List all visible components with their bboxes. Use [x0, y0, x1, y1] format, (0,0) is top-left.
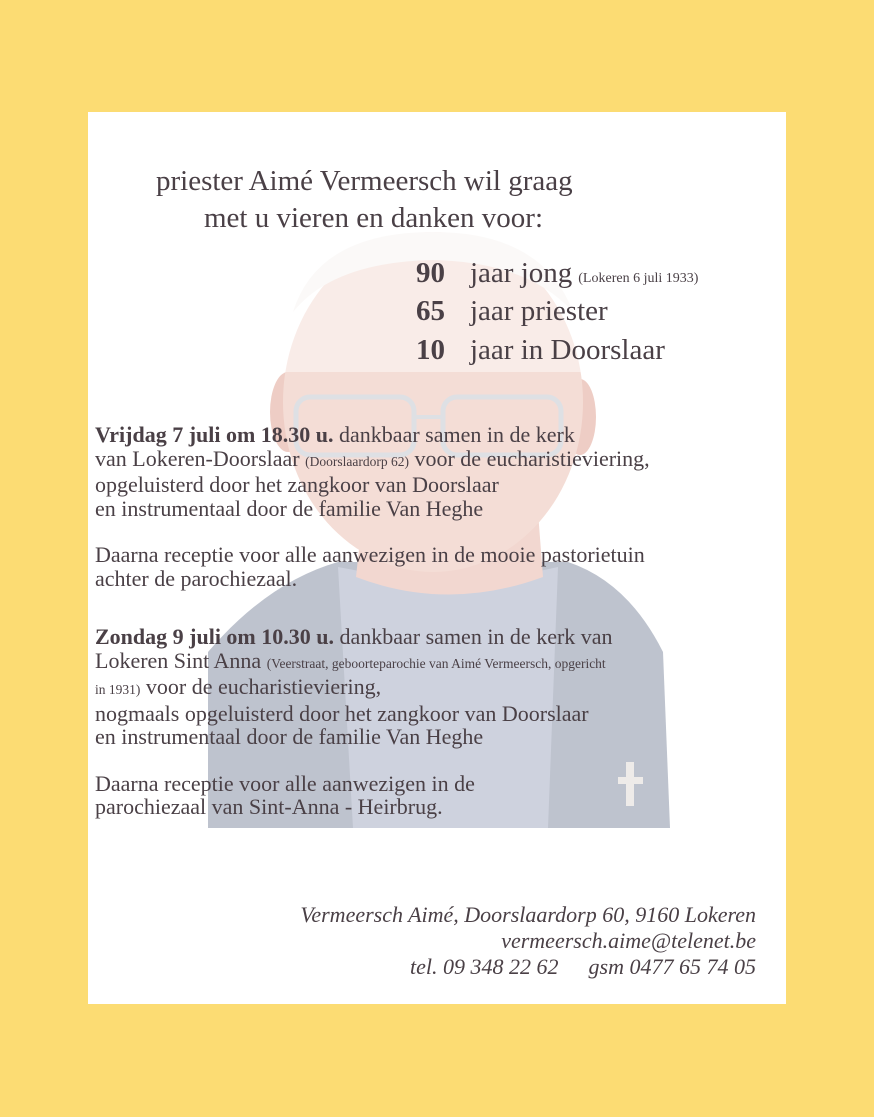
- invitation-card: [88, 112, 786, 1004]
- sunday-line5: en instrumentaal door de familie Van Heghe: [95, 724, 484, 749]
- sunday-line1: [95, 625, 613, 649]
- sunday-line2: [95, 649, 613, 676]
- friday-line3: opgeluisterd door het zangkoor van Doorslaar: [95, 472, 499, 497]
- milestone-number: 65: [416, 295, 445, 327]
- contact-block: [300, 902, 756, 980]
- sunday-note-end: in 1931): [95, 682, 141, 697]
- friday-reception2: achter de parochiezaal.: [95, 565, 298, 591]
- contact-email[interactable]: vermeersch.aime@telenet.be: [501, 928, 756, 953]
- sunday-line3-text: voor de eucharistieviering,: [140, 674, 382, 699]
- contact-mobile: gsm 0477 65 74 05: [588, 954, 756, 979]
- sunday-line3: [95, 675, 613, 702]
- friday-line4: en instrumentaal door de familie Van Heghe: [95, 495, 484, 521]
- milestone-label: jaar jong: [470, 257, 573, 289]
- friday-line1: [95, 423, 650, 447]
- contact-phone: tel. 09 348 22 62: [410, 954, 559, 979]
- friday-line2-text: van Lokeren-Doorslaar: [95, 445, 306, 471]
- sunday-line1-text: dankbaar samen in de kerk van: [334, 624, 613, 649]
- milestone-number: 10: [416, 334, 445, 366]
- invitation-heading-line1: priester Aimé Vermeersch wil graag: [156, 165, 573, 197]
- friday-line2-end: voor de eucharistieviering,: [408, 445, 650, 471]
- sunday-reception2: parochiezaal van Sint-Anna - Heirbrug.: [95, 794, 443, 819]
- contact-address: Vermeersch Aimé, Doorslaardorp 60, 9160 Lokeren: [300, 902, 756, 927]
- sunday-reception1: Daarna receptie voor alle aanwezigen in de: [95, 770, 475, 796]
- contact-phones: [300, 954, 756, 980]
- friday-address: (Doorslaardorp 62): [305, 453, 409, 469]
- milestone-priest: [416, 295, 608, 328]
- friday-reception1: Daarna receptie voor alle aanwezigen in de mooie pastorietuin: [95, 542, 645, 567]
- invitation-heading-line2: met u vieren en danken voor:: [204, 202, 544, 234]
- sunday-line4: nogmaals opgeluisterd door het zangkoor van Doorslaar: [95, 700, 589, 726]
- milestone-label: jaar in Doorslaar: [470, 334, 665, 366]
- milestone-note: (Lokeren 6 juli 1933): [578, 271, 699, 286]
- milestone-number: 90: [416, 257, 445, 289]
- milestone-age: [416, 257, 698, 290]
- friday-section: [95, 423, 650, 590]
- sunday-line2-text: Lokeren Sint Anna: [95, 647, 267, 673]
- sunday-section: [95, 625, 613, 819]
- friday-date: Vrijdag 7 juli om 18.30 u.: [95, 422, 334, 447]
- sunday-date: Zondag 9 juli om 10.30 u.: [95, 624, 334, 649]
- friday-line1-text: dankbaar samen in de kerk: [333, 422, 575, 447]
- milestone-label: jaar priester: [470, 295, 608, 327]
- milestone-doorslaar: [416, 334, 665, 367]
- sunday-note: (Veerstraat, geboorteparochie van Aimé Vermeersch, opgericht: [266, 655, 606, 671]
- friday-line2: [95, 447, 650, 474]
